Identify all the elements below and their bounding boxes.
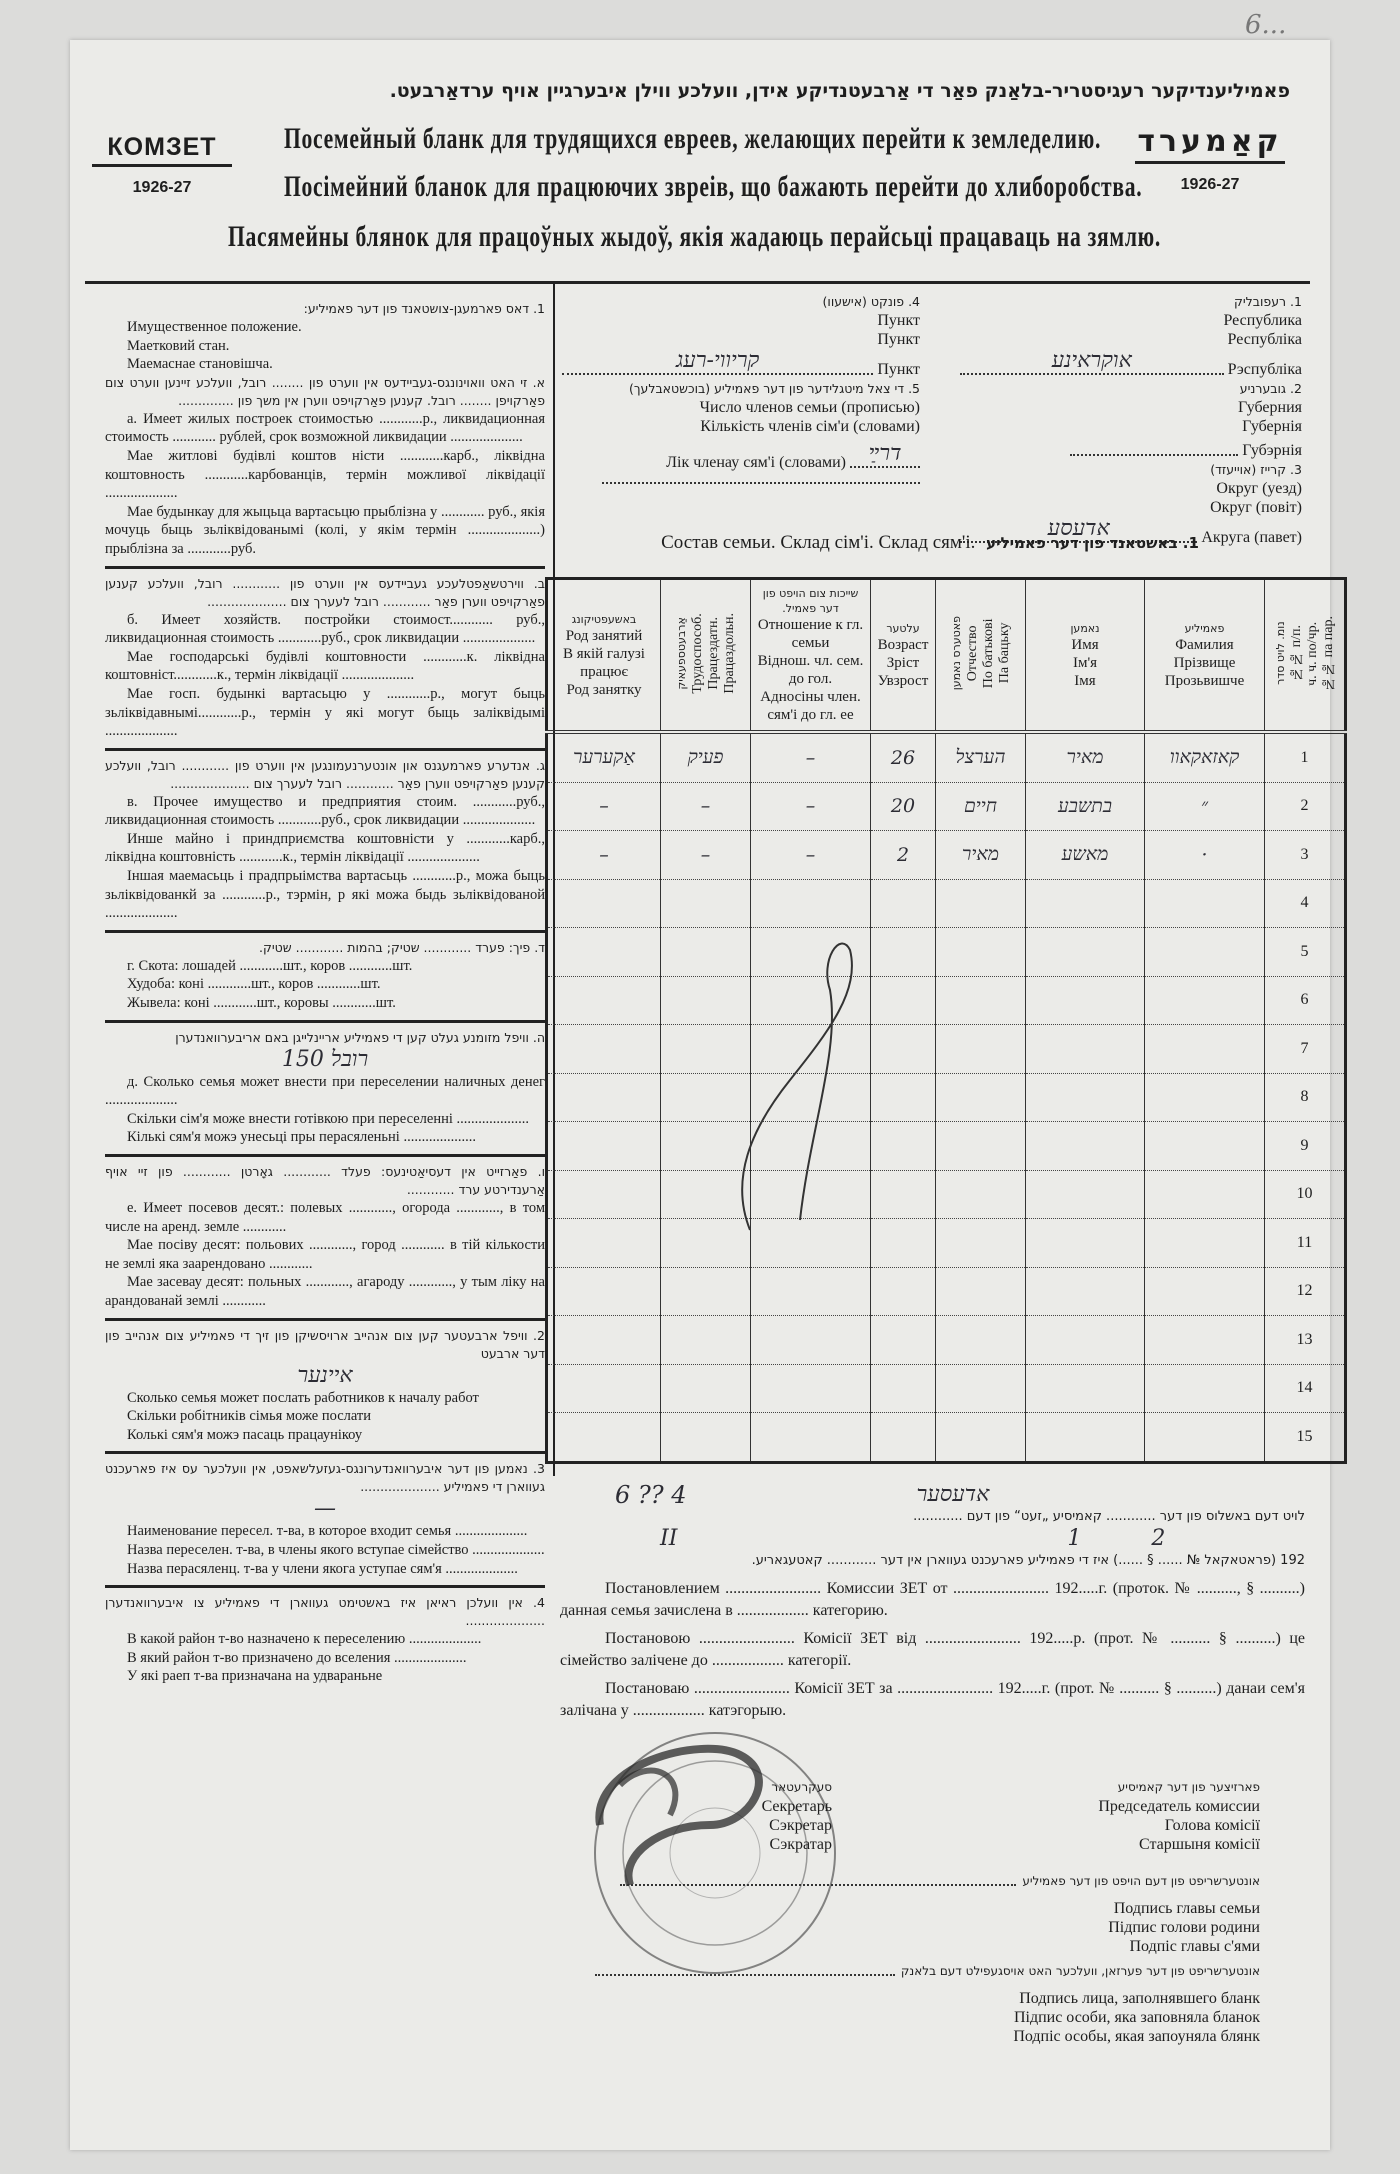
section-paragraph: Мае господарські будівлі коштовности ............к. ліквідна коштовніст............к., термін ліквідації .................... [105, 648, 545, 684]
cell-ability[interactable]: פעיק [661, 732, 751, 782]
family-member-row [547, 1413, 1346, 1463]
section-paragraph: Скільки сім'я може внести готівкою при переселенні .................... [127, 1110, 529, 1127]
column-header-line: Род занятий [565, 627, 643, 644]
column-header [661, 579, 751, 733]
cell-n: 5 [1265, 928, 1346, 977]
cell-occupation[interactable] [547, 1413, 661, 1463]
cell-relation[interactable] [751, 1267, 871, 1316]
cell-relation[interactable] [751, 1364, 871, 1413]
members-label-be: Лік членау сям'і (словами) [666, 454, 846, 471]
komerd-years: 1926-27 [1180, 176, 1240, 193]
section-yiddish-text: ד. פיך: פערד ............ שטיק; בהמות ............ שטיק. [259, 939, 545, 955]
decision-commission-value[interactable]: אדעסער [916, 1482, 990, 1507]
cell-age[interactable]: 2 [871, 831, 936, 880]
section-paragraph: Іншая маемасьць і прадпрыімства вартасьць ............р., можа быць зьліквідованкй за ............р., тэрмін, р які можа быдь зьліквідованой .................... [105, 868, 545, 922]
family-member-row [547, 1170, 1346, 1219]
head-signature[interactable] [620, 1872, 1260, 1956]
cell-patronymic[interactable] [936, 1413, 1026, 1463]
family-member-row [547, 976, 1346, 1025]
section-text-line: Маемаснае становішча. [127, 356, 273, 373]
cell-surname[interactable] [1145, 1364, 1265, 1413]
section-paragraph: Мае посіву десят: польових ............, город ............ в тій кількости не землі яка заарендовано ............ [105, 1237, 545, 1272]
decision-section [560, 1482, 1305, 1722]
cell-patronymic[interactable]: חיים [936, 782, 1026, 831]
section-paragraph: д. Сколько семья может внести при переселении наличных денег .................... [105, 1073, 545, 1109]
cell-name[interactable] [1026, 1413, 1145, 1463]
cell-n: 12 [1265, 1267, 1346, 1316]
title-ukrainian: Посімейний бланок для працюючих звреів, що бажають перейти до хлиборобства. [284, 170, 1143, 203]
section-yiddish-text: 4. אין וועלכן ראיאן איז באשטימט געווארן די פאמיליע צו איבערוואנדערן .................... [105, 1595, 545, 1629]
republic-value: אוקראינע [960, 349, 1224, 375]
point-label-uk: Пункт [877, 331, 920, 348]
title-belarusian: Пасямейны блянок для працоўных жыдоў, якія жадаюць перайсьці працаваць на зямлю. [228, 220, 1162, 253]
point-yi: 4. פונקט (אישעוו) [822, 294, 920, 309]
head-ru: Подпись главы семьи [1113, 1900, 1260, 1917]
cell-name[interactable] [1026, 1025, 1145, 1074]
cell-n: 11 [1265, 1219, 1346, 1268]
cell-name[interactable] [1026, 1170, 1145, 1219]
head-be: Подпіс главы с'ями [1129, 1938, 1260, 1955]
yiddish-title: פאמיליענדיקער רעגיסטריר-בלאַנק פאַר די אַרבעטנדיקע אידן, וועלכע ווילן איבערגיין אויף ערדאַרבעט. [389, 80, 1290, 102]
family-caption [565, 532, 1295, 554]
cell-name[interactable] [1026, 1316, 1145, 1365]
decision-be: Постановаю ........................ Комісії ЗЕТ за ........................ 192.....г. (прот. № .......... § ..........) данаи сем'я залічана у .................. катэгорыю. [560, 1680, 1305, 1719]
column-header-line: Імя [1074, 672, 1096, 689]
column-header-vertical [674, 613, 738, 694]
column-header [1026, 579, 1145, 733]
filler-be: Подпіс особы, якая запоуняла блянк [1013, 2028, 1260, 2045]
filler-yi: אונטערשריפט פון דער פערזאן, וועלכער האט אויסגעפילט דעם בלאנק [900, 1964, 1260, 1978]
komzet-name: КОМЗЕТ [92, 133, 232, 167]
cell-occupation[interactable] [547, 976, 661, 1025]
decision-uk: Постановою ........................ Комісії ЗЕТ від ........................ 192.....р. (прот. № .......... § ..........) це сімейство залічене до .................. категорії. [560, 1630, 1305, 1669]
column-header-line: Увзрост [877, 672, 929, 689]
province-label-ru: Губерния [1238, 399, 1302, 416]
cell-relation[interactable]: – [751, 732, 871, 782]
cell-age[interactable] [871, 1413, 936, 1463]
cell-n: 1 [1265, 732, 1346, 782]
family-table [545, 577, 1347, 1464]
column-header-line: Прізвище [1173, 654, 1236, 671]
cell-age[interactable] [871, 1364, 936, 1413]
cell-relation[interactable] [751, 1316, 871, 1365]
section-paragraph: Наименование пересел. т-ва, в которое входит семья .................... [127, 1523, 528, 1540]
property-section-7 [105, 1321, 545, 1455]
column-header-line: В якій галузі працює [563, 645, 645, 680]
cancel-stroke [690, 930, 890, 1250]
section-yiddish-text: 3. נאמען פון דער איבערוואנדערונגס-געזעלשאפט, אין וועלכער עס איז פארעכנט געווארן די פאמיליע .................... [105, 1461, 545, 1495]
column-header [1145, 579, 1265, 733]
section-paragraph: Мае засевау десят: польных ............, агароду ............, у тым ліку на арандованай землі ............ [105, 1274, 545, 1309]
section-paragraph: Мае госп. будынкі вартасьцю у ............р., могут быць зьліквідавнымі............р., термін у які могут быць заліквідымі .................... [105, 685, 545, 740]
section-text-line: г. Скота: лошадей ............шт., коров ............шт. [127, 957, 413, 974]
section-paragraph: Назва переселен. т-ва, в члены якого вступае сімейство .................... [127, 1541, 545, 1558]
property-section-3 [105, 751, 545, 933]
cell-surname[interactable] [1145, 976, 1265, 1025]
cell-surname[interactable] [1145, 1122, 1265, 1171]
column-header-vertical [1273, 616, 1337, 691]
filler-uk: Підпис особи, яка заповняла бланок [1013, 2009, 1260, 2026]
family-caption-yi: 1. באשטאנד פון דער פאמיליע [986, 534, 1199, 552]
cell-occupation[interactable] [547, 1073, 661, 1122]
province-label-uk: Губернія [1242, 418, 1302, 435]
cell-ability[interactable] [661, 1413, 751, 1463]
section-paragraph: Кількі сям'я можэ унесьці пры перасяленьні .................... [127, 1129, 476, 1146]
column-header-yi: עלטער [886, 621, 920, 635]
column-header [871, 579, 936, 733]
cell-occupation[interactable] [547, 1170, 661, 1219]
point-block [562, 292, 920, 484]
column-header-line: №№ п/п. [1288, 625, 1304, 682]
family-member-row [547, 1219, 1346, 1268]
corner-note: 6... [1245, 10, 1287, 40]
cell-ability[interactable]: – [661, 782, 751, 831]
cell-ability[interactable] [661, 1364, 751, 1413]
decision-category-value[interactable]: II [660, 1526, 678, 1551]
cell-occupation[interactable] [547, 1316, 661, 1365]
handwritten-answer: 150 רובל [281, 1046, 369, 1072]
decision-paragraph-value[interactable]: 1 [1067, 1526, 1082, 1551]
cell-n: 6 [1265, 976, 1346, 1025]
cell-n: 4 [1265, 879, 1346, 928]
cell-surname[interactable] [1145, 1267, 1265, 1316]
column-header-yi: אַרבעטספעאיק [674, 617, 688, 690]
section-paragraph: Назва перасяленц. т-ва у члени якога уступае сям'я .................... [127, 1560, 518, 1577]
point-field[interactable] [562, 349, 920, 379]
column-header-line: Працаздольн. [721, 613, 737, 694]
secretary-be: Сэкратар [769, 1836, 832, 1853]
komzet-years: 1926-27 [132, 179, 192, 196]
republic-field[interactable] [930, 349, 1302, 379]
cell-surname[interactable] [1145, 1413, 1265, 1463]
cell-patronymic[interactable] [936, 1122, 1026, 1171]
cell-occupation[interactable] [547, 1025, 661, 1074]
filler-signature[interactable] [595, 1962, 1260, 2046]
cell-age[interactable] [871, 1267, 936, 1316]
cell-patronymic[interactable] [936, 1267, 1026, 1316]
decision-date-value[interactable]: 6 ?? 4 [615, 1481, 687, 1509]
cell-patronymic[interactable] [936, 976, 1026, 1025]
cell-n: 8 [1265, 1073, 1346, 1122]
chairman-be: Старшыня комісії [1139, 1836, 1260, 1853]
cell-occupation[interactable] [547, 1219, 661, 1268]
property-section-6 [105, 1157, 545, 1321]
district-yi: 3. קרייז (אוייעזד) [1210, 462, 1302, 477]
province-dotline [1070, 436, 1238, 456]
filler-ru: Подпись лица, заполнявшего бланк [1019, 1990, 1260, 2007]
cell-relation[interactable] [751, 1413, 871, 1463]
column-header-line: Отношение к гл. семьи [757, 617, 864, 651]
head-dotline [620, 1884, 1016, 1886]
cell-relation[interactable] [751, 879, 871, 928]
section-yiddish-text: 2. וויפל ארבעטער קען צום אנהייב ארויסשיקן פון זיך די פאמיליע צום אנהייב פון דער ארבעט [105, 1327, 545, 1361]
cell-relation[interactable]: – [751, 782, 871, 831]
members-field[interactable] [562, 442, 920, 472]
republic-label-uk: Республіка [1227, 331, 1302, 348]
column-header-line: Возраст [877, 636, 929, 653]
cell-name[interactable] [1026, 928, 1145, 977]
cell-name[interactable]: מאשע [1026, 831, 1145, 880]
property-section-2 [105, 569, 545, 751]
point-label-ru: Пункт [877, 312, 920, 329]
column-header-line: Имя [1071, 636, 1099, 653]
republic-label-ru: Республика [1223, 312, 1302, 329]
cell-surname[interactable]: קאזאקאוו [1145, 732, 1265, 782]
decision-yi-line2: 192 (פראטאקאל № ...... § ......) איז די פאמיליע פארעכנט געווארן אין דער ............ קאטעגאריע. [751, 1553, 1305, 1568]
cell-ability[interactable]: – [661, 831, 751, 880]
cell-name[interactable] [1026, 1073, 1145, 1122]
secretary-ru: Секретарь [761, 1798, 832, 1815]
cell-occupation[interactable] [547, 1364, 661, 1413]
cell-name[interactable] [1026, 879, 1145, 928]
cell-surname[interactable]: ״ [1145, 782, 1265, 831]
column-header-line: Працездатн. [705, 617, 721, 690]
members-label-uk: Кількість членів сім'и (словами) [700, 418, 920, 435]
cell-name[interactable]: בתשבע [1026, 782, 1145, 831]
section-yiddish-text: 1. דאס פארמעגן-צושטאנד פון דער פאמיליע: [303, 301, 545, 316]
handwritten-answer: — [314, 1496, 336, 1522]
column-header-line: По батькові [980, 618, 996, 689]
head-uk: Підпис голови родини [1108, 1919, 1260, 1936]
property-section-1 [105, 294, 545, 569]
handwritten-answer: איינער [297, 1362, 353, 1388]
section-paragraph: В какой район т-во назначено к переселению .................... [127, 1631, 482, 1648]
property-section [105, 294, 545, 1693]
cell-patronymic[interactable] [936, 1073, 1026, 1122]
secretary-signature [700, 1778, 832, 1854]
cell-surname[interactable] [1145, 1219, 1265, 1268]
section-text-line: Имущественное положение. [127, 319, 302, 335]
cell-patronymic[interactable] [936, 1316, 1026, 1365]
cell-occupation[interactable]: אַקערער [547, 732, 661, 782]
section-paragraph: Инше майно і приндприємства коштовністи у ............карб., ліквідна коштовність ............к., термін ліквідації .................... [105, 830, 545, 866]
province-field[interactable] [930, 436, 1302, 460]
decision-yi-line1: לויט דעם באשלוס פון דער ............ קאמיסיע „זעט“ פון דעם ............ [913, 1509, 1305, 1524]
cell-patronymic[interactable] [936, 1364, 1026, 1413]
cell-occupation[interactable] [547, 928, 661, 977]
column-header [1265, 579, 1346, 733]
filler-dotline [595, 1974, 895, 1976]
cell-age[interactable]: 26 [871, 732, 936, 782]
column-header-line: Род занятку [566, 681, 642, 698]
column-header-line: Адносіны член. сям'і до гл. ее [760, 689, 861, 723]
column-header [547, 579, 661, 733]
section-yiddish-text: ב. ווירטשאַפטלעכע געביידעס אין ווערט פון ............ רובל, וועלכע קענען פאַרקויפט ווערן פאַר ............ רובל לעערך צום .................... [105, 575, 545, 609]
family-member-row [547, 879, 1346, 928]
section-paragraph: Колькі сям'я можэ пасаць працаунікоу [127, 1426, 363, 1443]
property-section-4 [105, 933, 545, 1023]
column-header-line: Зріст [886, 654, 920, 671]
column-header [936, 579, 1026, 733]
republic-label-be: Рэспубліка [1227, 361, 1302, 378]
head-yi: אונטערשריפט פון דעם הויפט פון דער פאמיליע [1022, 1874, 1260, 1888]
members-value: דרײַ [850, 442, 920, 468]
cell-surname[interactable] [1145, 1025, 1265, 1074]
cell-patronymic[interactable] [936, 1170, 1026, 1219]
family-member-row [547, 928, 1346, 977]
chairman-ru: Председатель комиссии [1098, 1798, 1260, 1815]
cell-n: 3 [1265, 831, 1346, 880]
column-header-yi: נומ. לויט סדר [1273, 621, 1287, 686]
head-signature-line [620, 1872, 1260, 1891]
family-member-row [547, 1122, 1346, 1171]
section-paragraph: У які раеп т-ва призначана на удвараньне [127, 1668, 383, 1685]
district-label-be: Акруга (павет) [1201, 529, 1302, 546]
property-section-8 [105, 1454, 545, 1588]
chairman-signature [960, 1778, 1260, 1854]
property-section-9 [105, 1588, 545, 1693]
column-header-yi: שייכות צום הויפט פון דער פאמיל. [762, 587, 859, 615]
komerd-logo [1135, 124, 1285, 194]
section-text-line: Худоба: коні ............шт., коров ............шт. [127, 976, 381, 993]
cell-surname[interactable] [1145, 1073, 1265, 1122]
section-paragraph: Сколько семья может послать работников к началу работ [127, 1389, 479, 1406]
section-paragraph: Скільки робітників сімья може послати [127, 1408, 372, 1425]
chairman-yi: פארזיצער פון דער קאמיסיע [1117, 1780, 1260, 1794]
point-label-be: Пункт [877, 361, 920, 378]
column-header-line: Віднош. чл. сем. до гол. [757, 653, 864, 687]
section-yiddish-text: ג. אנדערע פארמעגנס און אונטערנעמונגען אין ווערט פון ............ רובל, וועלכע קענען פאַרקויפט ווערן פאַר ............ רובל לעערך צום .................... [105, 757, 545, 791]
cell-patronymic[interactable] [936, 928, 1026, 977]
komzet-logo [92, 133, 232, 197]
column-header [751, 579, 871, 733]
district-label-uk: Округ (повіт) [1210, 499, 1302, 516]
cell-n: 10 [1265, 1170, 1346, 1219]
secretary-yi: סעקרעטאר [771, 1780, 832, 1794]
section-paragraph: а. Имеет жилых построек стоимостью ............р., ликвидационная стоимость ............ рублей, срок возможной ликвидации .................... [105, 410, 545, 446]
section-yiddish-text: א. זי האט וואוינונגס-געביידעס אין ווערט פון ........ רובל, וועלכע זיינען ווערט צום פאַרקויפן ........ רובל. קענען פאַרקויפט ווערן אין משך פון .............. [105, 374, 545, 408]
cell-name[interactable]: מאיר [1026, 732, 1145, 782]
column-header-line: Трудоспособ. [689, 613, 705, 694]
republic-yi: 1. רעפובליק [1234, 294, 1302, 309]
cell-age[interactable] [871, 879, 936, 928]
cell-name[interactable] [1026, 1364, 1145, 1413]
cell-occupation[interactable] [547, 879, 661, 928]
cell-name[interactable] [1026, 1219, 1145, 1268]
column-header-yi: נאמען [1070, 621, 1100, 635]
section-paragraph: В який район т-во призначено до вселения .................... [127, 1649, 467, 1666]
family-member-row [547, 831, 1346, 880]
cell-n: 9 [1265, 1122, 1346, 1171]
family-member-row [547, 1316, 1346, 1365]
column-header-line: Фамилия [1175, 636, 1234, 653]
column-header-line: Отчество [964, 625, 980, 682]
cell-patronymic[interactable]: מאיר [936, 831, 1026, 880]
family-caption-text: Состав семьи. Склад сім'і. Склад сям'і. [661, 532, 976, 553]
members-label-ru: Число членов семьи (прописью) [699, 399, 920, 416]
property-section-5 [105, 1023, 545, 1157]
cell-surname[interactable] [1145, 1170, 1265, 1219]
decision-ru: Постановлением ........................ Комиссии ЗЕТ от ........................ 192.....г. (проток. № .........., § ..........) данная семья зачислена в .................. категорию. [560, 1580, 1305, 1619]
cell-n: 7 [1265, 1025, 1346, 1074]
stamp-signature-loop [620, 1771, 675, 1815]
column-header-line: Па бацьку [996, 623, 1012, 684]
chairman-uk: Голова комісії [1164, 1817, 1260, 1834]
members-yi: 5. די צאל מיטגלידער פון דער פאמיליע (בוכשטאבלעך) [628, 381, 920, 396]
cell-ability[interactable] [661, 1316, 751, 1365]
members-dotline [602, 482, 920, 484]
family-member-row [547, 1267, 1346, 1316]
cell-n: 13 [1265, 1316, 1346, 1365]
family-table-header [547, 579, 1346, 733]
column-header-yi: באשעפטיקונג [571, 612, 637, 626]
cell-name[interactable] [1026, 976, 1145, 1025]
cell-occupation[interactable]: – [547, 831, 661, 880]
cell-patronymic[interactable] [936, 1025, 1026, 1074]
cell-surname[interactable] [1145, 1316, 1265, 1365]
district-label-ru: Округ (уезд) [1216, 480, 1302, 497]
family-member-row [547, 1025, 1346, 1074]
point-value: קריווי-רעג [562, 349, 873, 375]
section-yiddish-text: ו. פאַרזייט אין דעסיאַטינעס: פעלד ............ גאָרטן ............ פון זיי אויף אַרענדירטע ערד ............ [105, 1164, 545, 1197]
family-member-row [547, 732, 1346, 782]
decision-hand-row2 [560, 1526, 1305, 1552]
cell-patronymic[interactable] [936, 879, 1026, 928]
filler-signature-line [595, 1962, 1260, 1981]
cell-name[interactable] [1026, 1122, 1145, 1171]
cell-name[interactable] [1026, 1267, 1145, 1316]
cell-age[interactable]: 20 [871, 782, 936, 831]
secretary-uk: Сэкретар [769, 1817, 832, 1834]
cell-ability[interactable] [661, 1267, 751, 1316]
cell-occupation[interactable] [547, 1122, 661, 1171]
district-value: אדעסע [960, 517, 1197, 543]
cell-n: 15 [1265, 1413, 1346, 1463]
column-header-yi: פאמיליע [1184, 621, 1225, 635]
column-header-line: Ім'я [1072, 654, 1098, 671]
cancel-stroke-path [742, 944, 852, 1230]
title-russian: Посемейный бланк для трудящихся евреев, желающих перейти к земледелию. [284, 122, 1102, 155]
location-block [930, 292, 1302, 547]
cell-n: 14 [1265, 1364, 1346, 1413]
column-header-line: Прозьвишче [1164, 672, 1245, 689]
cell-occupation[interactable] [547, 1267, 661, 1316]
cell-patronymic[interactable] [936, 1219, 1026, 1268]
section-text-line: Маетковий стан. [127, 337, 230, 354]
header-rule [85, 281, 1310, 284]
cell-surname[interactable] [1145, 928, 1265, 977]
family-member-row [547, 1364, 1346, 1413]
section-paragraph: в. Прочее имущество и предприятия стоим. ............руб., ликвидационная стоимость ............руб., срок ликвидации .................... [105, 793, 545, 829]
family-member-row [547, 1073, 1346, 1122]
cell-surname[interactable]: · [1145, 831, 1265, 880]
komerd-name: קאַמערד [1135, 124, 1285, 164]
cell-relation[interactable]: – [751, 831, 871, 880]
column-header-yi: פאטערס נאמען [949, 616, 963, 691]
cell-age[interactable] [871, 1316, 936, 1365]
column-header-line: №№ па пар. [1320, 616, 1336, 691]
section-text-line: Жывела: коні ............шт., коровы ............шт. [127, 995, 396, 1012]
cell-occupation[interactable]: – [547, 782, 661, 831]
decision-hand-row1 [560, 1482, 1305, 1508]
section-paragraph: б. Имеет хозяйств. постройки стоимост............ руб., ликвидационная стоимость ............руб., срок ликвидации .................... [105, 611, 545, 647]
column-header-vertical [949, 616, 1013, 690]
province-yi: 2. גובערניע [1239, 381, 1302, 396]
section-paragraph: е. Имеет посевов десят.: полевых ............, огорода ............, в том числе на аренд. земле ............ [105, 1200, 545, 1235]
cell-surname[interactable] [1145, 879, 1265, 928]
column-header-line: ч. ч. по/чр. [1304, 621, 1320, 686]
section-paragraph: Мае будынкау для жыцьца вартасьцю прыблізна у ............ руб., якія мочуць быць зьліквідованымі (колі, у якім термін ....................) прыблізна за ............руб. [105, 503, 545, 557]
family-member-row [547, 782, 1346, 831]
section-yiddish-text: ה. וויפל מזומנע געלט קען די פאמיליע אריינלייגן באם אריבערוואנדערן [175, 1029, 545, 1045]
cell-n: 2 [1265, 782, 1346, 831]
cell-patronymic[interactable]: הערצל [936, 732, 1026, 782]
section-paragraph: Мае житлові будівлі коштов ністи ............карб., ліквідна коштовность ............карбованців, термін можливої ліквідації .................... [105, 447, 545, 502]
cell-ability[interactable] [661, 879, 751, 928]
decision-number-value[interactable]: 2 [1151, 1526, 1166, 1551]
province-label-be: Губэрнія [1242, 442, 1302, 459]
